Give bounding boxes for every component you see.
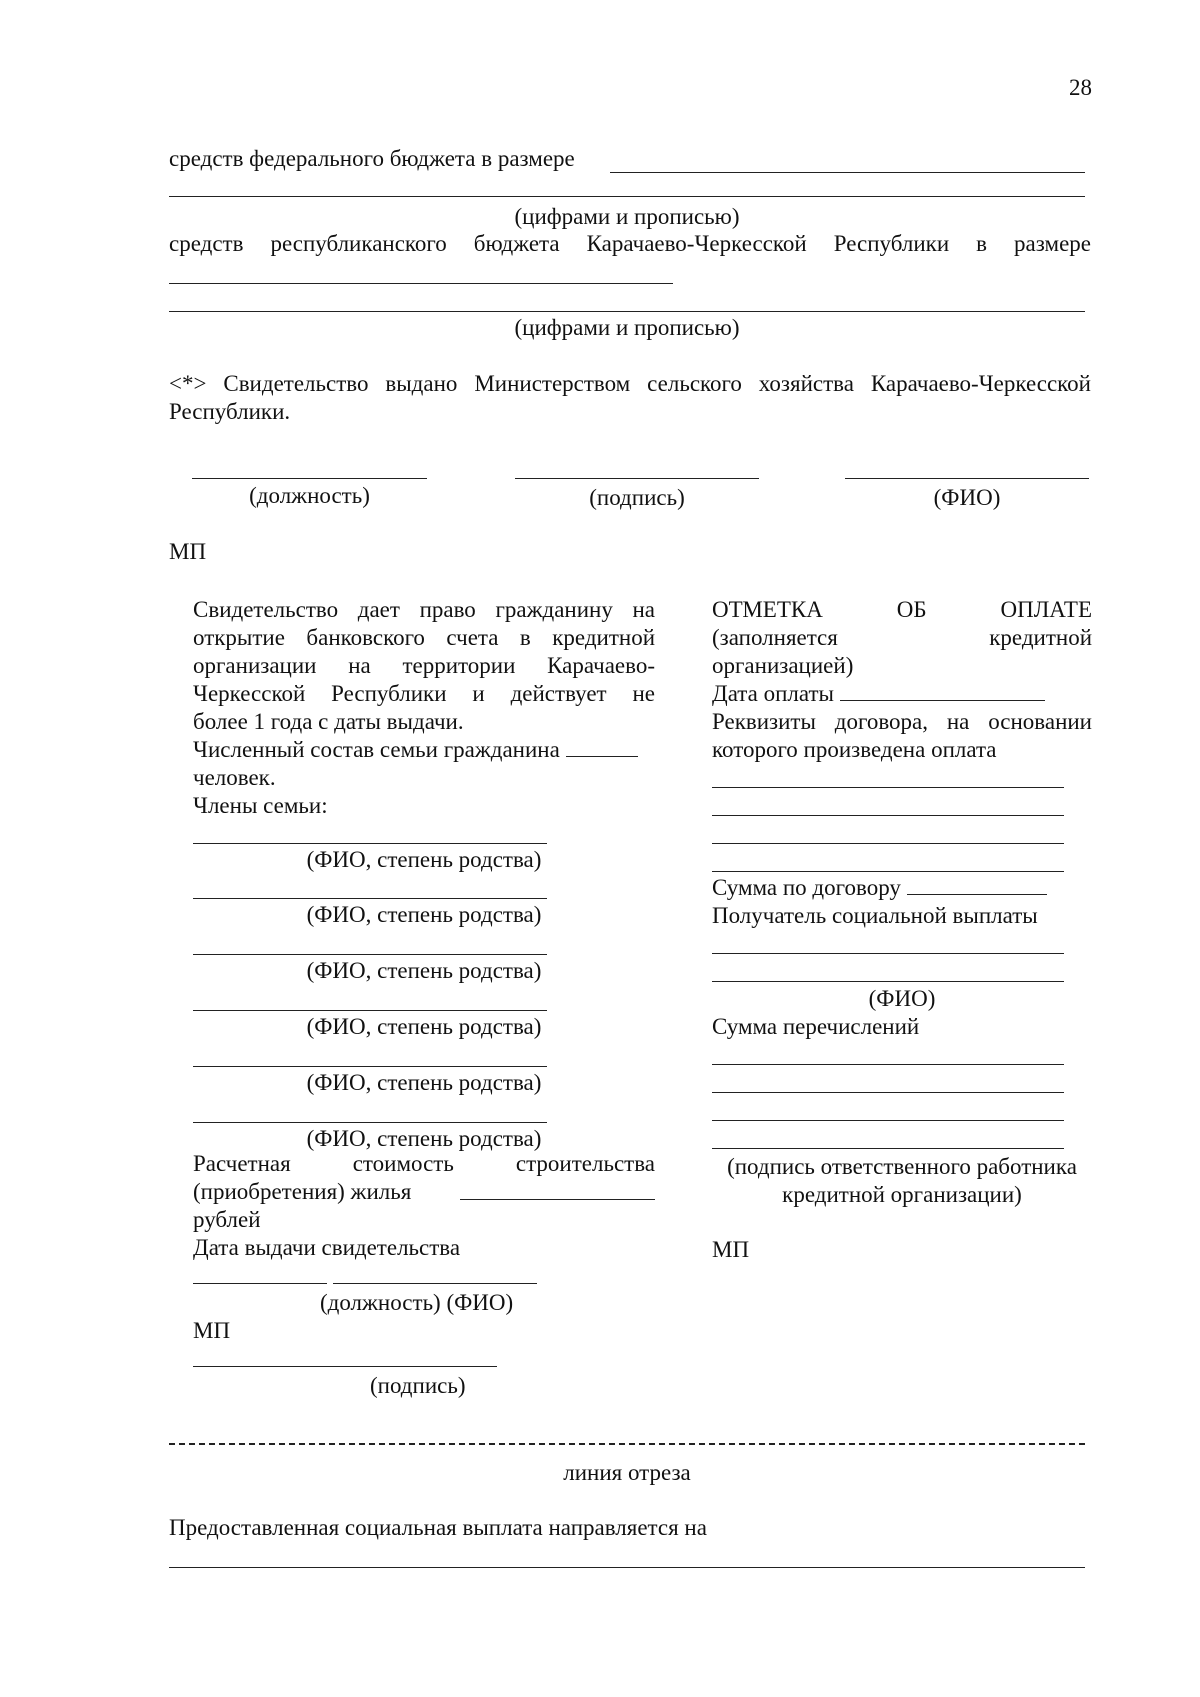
- officer-signature-caption-2: кредитной организации): [782, 1182, 1022, 1207]
- family-size-row: [193, 736, 655, 764]
- transfer-sum-blank: [712, 1064, 1064, 1065]
- payment-date-row: [712, 680, 1045, 708]
- recipient-blank: [712, 981, 1064, 982]
- family-member-line: [193, 843, 547, 844]
- issuer-position-line: [193, 1283, 327, 1284]
- issuer-fio-line: [333, 1283, 537, 1284]
- final-blank-line: [169, 1567, 1085, 1568]
- family-member-line: [193, 1122, 547, 1123]
- recipient-blank: [712, 953, 1064, 954]
- fio-caption: (ФИО): [933, 485, 1001, 510]
- family-member-caption: (ФИО, степень родства): [306, 958, 542, 983]
- family-member-caption: (ФИО, степень родства): [306, 1014, 542, 1039]
- family-size-label: Численный состав семьи гражданина: [193, 737, 560, 762]
- family-member-caption: (ФИО, степень родства): [306, 847, 542, 872]
- payment-mark-title: ОТМЕТКА ОБ ОПЛАТЕ: [712, 597, 1092, 622]
- federal-amount-line-2: [169, 196, 1085, 197]
- final-text: Предоставленная социальная выплата направляется на: [169, 1515, 707, 1540]
- position-line: [192, 478, 427, 479]
- cost-line-1: Расчетная стоимость строительства: [193, 1151, 655, 1176]
- family-member-line: [193, 1066, 547, 1067]
- family-member-caption: (ФИО, степень родства): [306, 1126, 542, 1151]
- contract-details-blank: [712, 815, 1064, 816]
- fio-line: [845, 478, 1089, 479]
- republic-amount-line-2: [169, 311, 1085, 312]
- cost-line-2: (приобретения) жилья: [193, 1179, 412, 1204]
- filled-by-line-2: организацией): [712, 653, 854, 678]
- rights-line-5: более 1 года с даты выдачи.: [193, 709, 464, 734]
- position-fio-caption: (должность) (ФИО): [320, 1290, 514, 1315]
- family-members-label: Члены семьи:: [193, 793, 328, 818]
- position-caption: (должность): [249, 483, 370, 508]
- federal-amount-line: [610, 172, 1085, 173]
- transfer-sum-blank: [712, 1148, 1064, 1149]
- amount-caption-1: (цифрами и прописью): [514, 204, 740, 229]
- issue-date-label: Дата выдачи свидетельства: [193, 1235, 461, 1260]
- republic-amount-line: [169, 283, 673, 284]
- stamp-place-left: МП: [193, 1318, 231, 1343]
- cut-line: [169, 1443, 1085, 1445]
- signature-line: [515, 478, 759, 479]
- payment-date-label: Дата оплаты: [712, 681, 834, 706]
- rights-line-3: организации на территории Карачаево-: [193, 653, 655, 678]
- cut-line-label: линия отреза: [563, 1460, 691, 1485]
- cost-blank: [460, 1199, 655, 1200]
- issuer-signature-line: [193, 1366, 497, 1367]
- contract-details-blank: [712, 843, 1064, 844]
- issuer-signature-caption: (подпись): [370, 1373, 466, 1398]
- transfer-sum-blank: [712, 1120, 1064, 1121]
- page-number: 28: [1069, 75, 1092, 100]
- recipient-fio-caption: (ФИО): [868, 986, 936, 1011]
- footnote: <*> Свидетельство выдано Министерством сельского хозяйства Карачаево-Черкесской Республики.: [169, 371, 1091, 424]
- family-member-line: [193, 898, 547, 899]
- rights-line-4: Черкесской Республики и действует не: [193, 681, 655, 706]
- contract-sum-row: [712, 874, 1047, 902]
- transfer-sum-blank: [712, 1092, 1064, 1093]
- recipient-label: Получатель социальной выплаты: [712, 903, 1038, 928]
- officer-signature-caption-1: (подпись ответственного работника: [727, 1154, 1077, 1179]
- family-member-caption: (ФИО, степень родства): [306, 902, 542, 927]
- amount-caption-2: (цифрами и прописью): [514, 315, 740, 340]
- contract-details-blank: [712, 787, 1064, 788]
- republic-budget-text: средств республиканского бюджета Карачаево-Черкесской Республики в размере: [169, 231, 1091, 256]
- family-member-line: [193, 954, 547, 955]
- rights-line-2: открытие банковского счета в кредитной: [193, 625, 655, 650]
- contract-details-line-2: которого произведена оплата: [712, 737, 997, 762]
- signature-caption: (подпись): [589, 485, 685, 510]
- federal-budget-text: средств федерального бюджета в размере: [169, 146, 575, 171]
- family-member-line: [193, 1010, 547, 1011]
- contract-sum-label: Сумма по договору: [712, 875, 901, 900]
- persons-label: человек.: [193, 765, 276, 790]
- rights-line-1: Свидетельство дает право гражданину на: [193, 597, 655, 622]
- filled-by-line-1: (заполняется кредитной: [712, 625, 1092, 650]
- contract-details-blank: [712, 871, 1064, 872]
- stamp-place-right: МП: [712, 1237, 750, 1262]
- family-size-blank: [566, 736, 638, 757]
- stamp-place-1: МП: [169, 539, 207, 564]
- rubles-label: рублей: [193, 1207, 261, 1232]
- transfer-sum-label: Сумма перечислений: [712, 1014, 920, 1039]
- family-member-caption: (ФИО, степень родства): [306, 1070, 542, 1095]
- contract-sum-blank: [907, 874, 1047, 895]
- contract-details-line-1: Реквизиты договора, на основании: [712, 709, 1092, 734]
- payment-date-blank: [840, 680, 1045, 701]
